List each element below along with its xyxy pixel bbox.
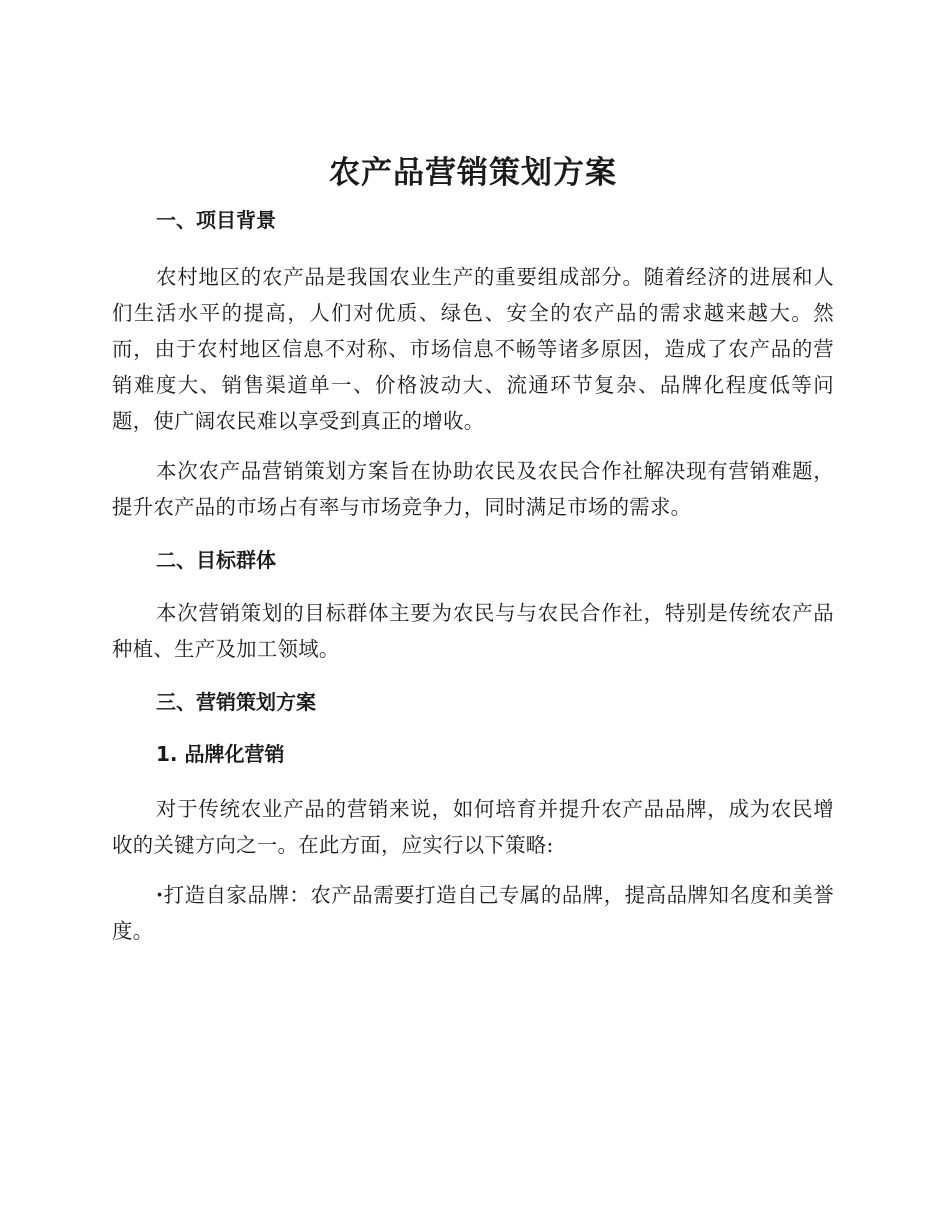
document-page (112, 150, 834, 949)
bullet-text: 打造自家品牌：农产品需要打造自己专属的品牌，提高品牌知名度和美誉度。 (112, 883, 834, 943)
paragraph-background-2: 本次农产品营销策划方案旨在协助农民及农民合作社解决现有营销难题，提升农产品的市场占有率与市场竞争力，同时满足市场的需求。 (112, 459, 834, 519)
section-heading-plan: 三、营销策划方案 (156, 690, 316, 714)
subsection-heading-branding: 1. 品牌化营销 (156, 742, 285, 766)
bullet-mark: · (156, 883, 164, 907)
bullet-item-own-brand (112, 877, 834, 949)
paragraph-target: 本次营销策划的目标群体主要为农民与与农民合作社，特别是传统农产品种植、生产及加工领域。 (112, 601, 834, 661)
section-heading-target: 二、目标群体 (156, 548, 276, 572)
paragraph-branding: 对于传统农业产品的营销来说，如何培育并提升农产品品牌，成为农民增收的关键方向之一。在此方面，应实行以下策略: (112, 797, 834, 857)
paragraph-background-1: 农村地区的农产品是我国农业生产的重要组成部分。随着经济的进展和人们生活水平的提高，人们对优质、绿色、安全的农产品的需求越来越大。然而，由于农村地区信息不对称、市场信息不畅等诸多原因，造成了农产品的营销难度大、销售渠道单一、价格波动大、流通环节复杂、品牌化程度低等问题，使广阔农民难以享受到真正的增收。 (112, 265, 834, 433)
section-heading-background: 一、项目背景 (156, 208, 276, 232)
document-title: 农产品营销策划方案 (329, 155, 617, 191)
